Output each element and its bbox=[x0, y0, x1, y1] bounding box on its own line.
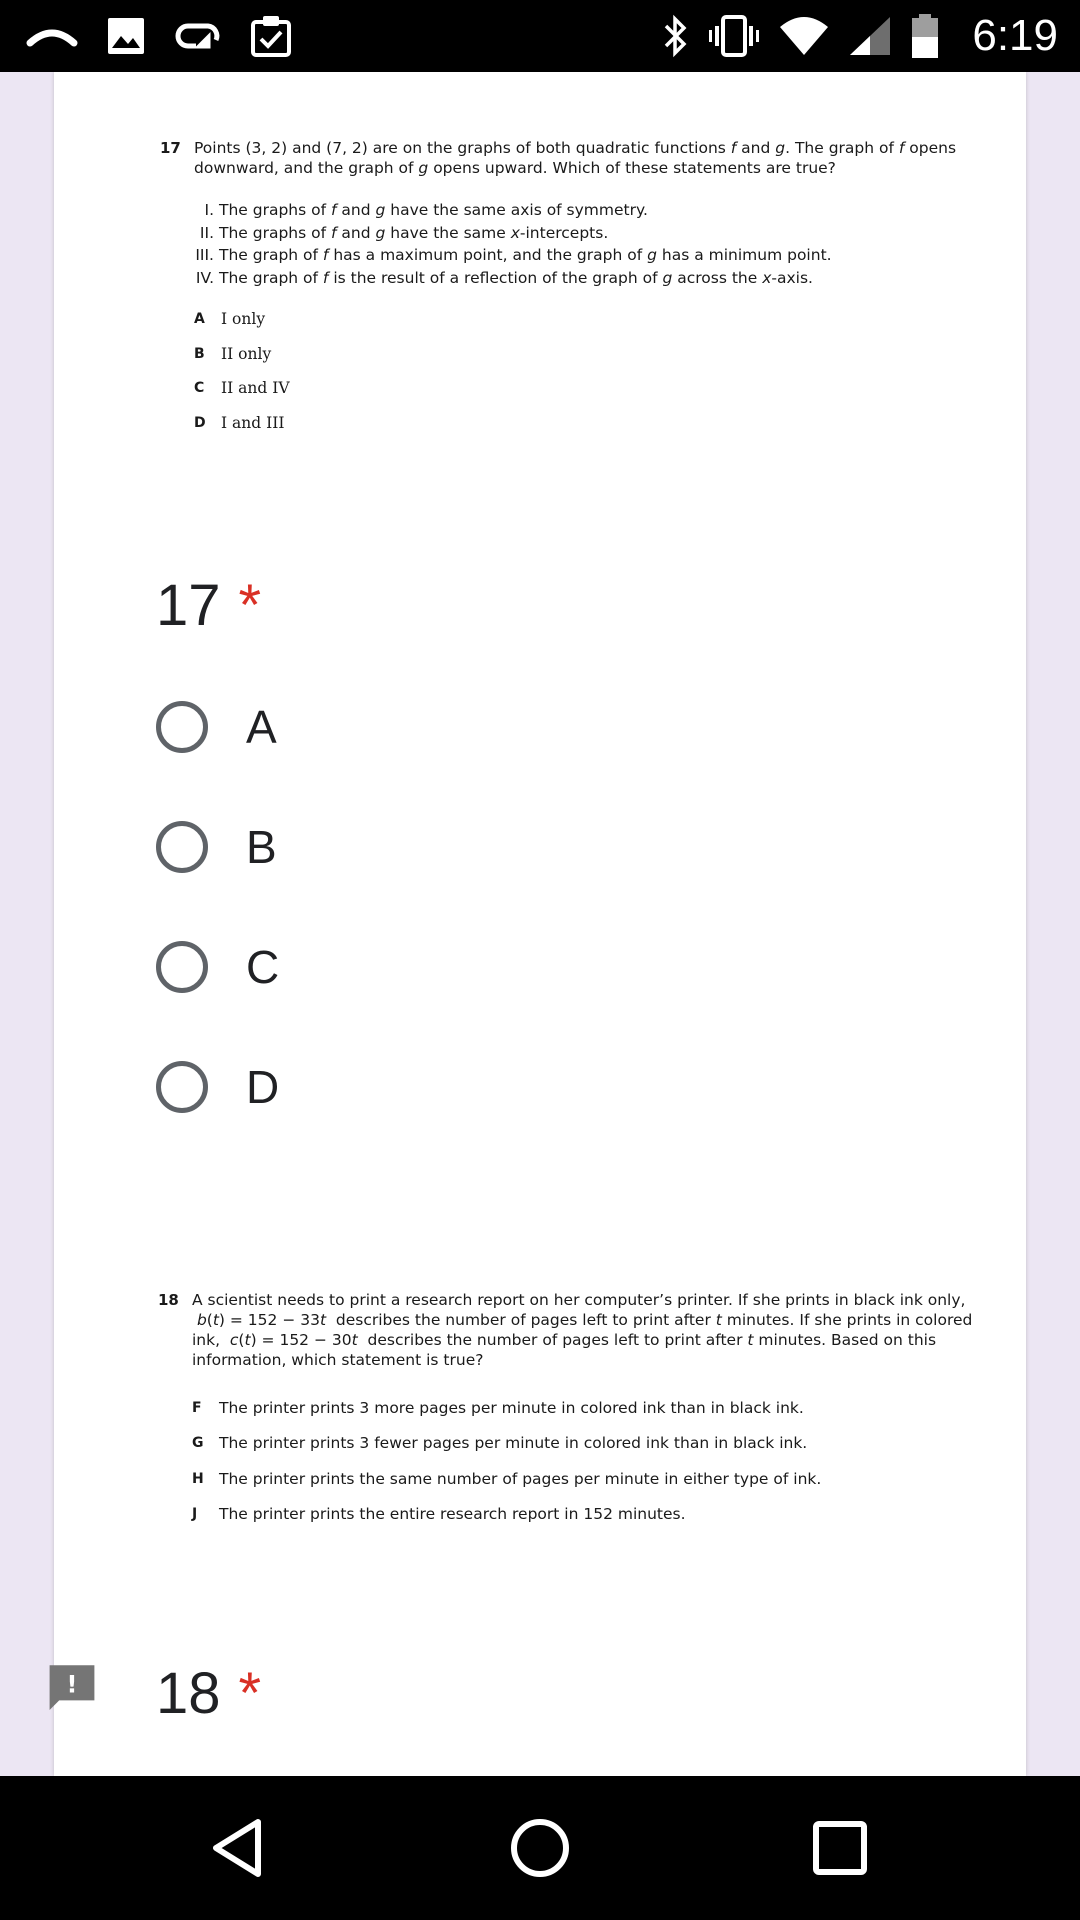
choice-letter: B bbox=[194, 345, 205, 362]
required-asterisk: * bbox=[238, 1661, 262, 1726]
form-card bbox=[54, 72, 1026, 1776]
cast-icon bbox=[26, 21, 78, 51]
vibrate-icon bbox=[708, 14, 760, 58]
question-number: 17 bbox=[160, 139, 181, 157]
statement-item bbox=[184, 244, 960, 267]
bluetooth-icon bbox=[662, 14, 690, 58]
answer-choice-list bbox=[192, 1390, 978, 1532]
choice-text: The printer prints 3 fewer pages per minute in colored ink than in black ink. bbox=[219, 1434, 808, 1453]
statement-item bbox=[184, 267, 960, 290]
choice-text: I only bbox=[221, 310, 266, 329]
radio-option-c[interactable] bbox=[156, 936, 279, 998]
radio-option-b[interactable] bbox=[156, 816, 277, 878]
choice-text: II only bbox=[221, 344, 272, 363]
question-stem: A scientist needs to print a research report on her computer’s printer. If she prints in black ink only, b(t) = 152 − 33t describes the number of pages left to print after t minutes. If she prints in colored ink, c(t) = 152 − 30t describes the number of pages left to print after t minutes. Based on this information, which statement is true? bbox=[192, 1291, 973, 1369]
choice-letter: F bbox=[192, 1399, 202, 1416]
answer-choice bbox=[192, 1426, 978, 1462]
question-title bbox=[156, 1660, 261, 1727]
statement-text: The graph of f is the result of a reflection of the graph of g across the x-axis. bbox=[219, 268, 813, 287]
radio-option-a[interactable] bbox=[156, 696, 277, 758]
question-number: 18 bbox=[158, 1291, 179, 1309]
radio-button[interactable] bbox=[156, 701, 208, 753]
image-icon bbox=[106, 16, 146, 56]
choice-letter: C bbox=[194, 380, 205, 397]
answer-choice bbox=[192, 1497, 978, 1533]
radio-label: B bbox=[246, 821, 277, 873]
choice-text: The printer prints 3 more pages per minute in colored ink than in black ink. bbox=[219, 1398, 804, 1417]
choice-text: The printer prints the same number of pages per minute in either type of ink. bbox=[219, 1469, 822, 1488]
choice-letter: G bbox=[192, 1435, 204, 1452]
feedback-icon[interactable] bbox=[42, 1662, 102, 1710]
statement-number: II. bbox=[199, 223, 214, 242]
answer-choice bbox=[192, 1390, 978, 1426]
answer-choice bbox=[194, 302, 960, 337]
choice-text: The printer prints the entire research report in 152 minutes. bbox=[219, 1505, 686, 1524]
navigation-bar bbox=[0, 1776, 1080, 1920]
statement-text: The graph of f has a maximum point, and the graph of g has a minimum point. bbox=[219, 246, 832, 264]
signal-icon bbox=[848, 15, 892, 57]
radio-label: D bbox=[246, 1061, 280, 1113]
answer-choice-list bbox=[194, 302, 960, 440]
clock: 6:19 bbox=[972, 11, 1058, 60]
choice-letter: D bbox=[194, 414, 206, 431]
choice-text: II and IV bbox=[221, 379, 290, 398]
answer-choice bbox=[194, 337, 960, 372]
statement-number: IV. bbox=[195, 268, 214, 287]
wifi-icon bbox=[778, 15, 830, 57]
radio-button[interactable] bbox=[156, 1061, 208, 1113]
home-icon[interactable] bbox=[508, 1816, 572, 1880]
question-title-text: 17 bbox=[156, 573, 221, 638]
radio-label: A bbox=[246, 701, 277, 753]
feedback-glyph: ! bbox=[66, 1670, 78, 1699]
battery-icon bbox=[910, 13, 940, 59]
required-asterisk: * bbox=[238, 573, 262, 638]
answer-choice bbox=[192, 1461, 978, 1497]
recents-icon[interactable] bbox=[808, 1816, 872, 1880]
answer-choice bbox=[194, 371, 960, 406]
choice-letter: J bbox=[192, 1506, 198, 1523]
radio-label: C bbox=[246, 941, 280, 993]
choice-letter: H bbox=[192, 1470, 204, 1487]
question-title-text: 18 bbox=[156, 1661, 221, 1726]
back-icon[interactable] bbox=[208, 1816, 272, 1880]
link-icon bbox=[174, 18, 222, 54]
question-title bbox=[156, 572, 261, 639]
statement-number: I. bbox=[204, 201, 214, 219]
statement-item bbox=[184, 199, 960, 222]
question-18-image bbox=[158, 1290, 978, 1532]
question-17-image bbox=[160, 138, 960, 440]
statement-list bbox=[184, 199, 960, 289]
answer-choice bbox=[194, 406, 960, 441]
statement-text: The graphs of f and g have the same x-intercepts. bbox=[219, 223, 609, 242]
status-bar bbox=[0, 0, 1080, 72]
question-stem: Points (3, 2) and (7, 2) are on the graphs of both quadratic functions f and g. The graph of f opens downward, and the graph of g opens upward. Which of these statements are true? bbox=[194, 139, 957, 177]
radio-option-d[interactable] bbox=[156, 1056, 279, 1118]
radio-button[interactable] bbox=[156, 941, 208, 993]
choice-letter: A bbox=[194, 311, 205, 328]
statement-text: The graphs of f and g have the same axis of symmetry. bbox=[219, 201, 648, 219]
radio-button[interactable] bbox=[156, 821, 208, 873]
choice-text: I and III bbox=[221, 413, 285, 432]
statement-number: III. bbox=[195, 246, 214, 264]
clipboard-check-icon bbox=[250, 14, 292, 58]
statement-item bbox=[184, 222, 960, 245]
